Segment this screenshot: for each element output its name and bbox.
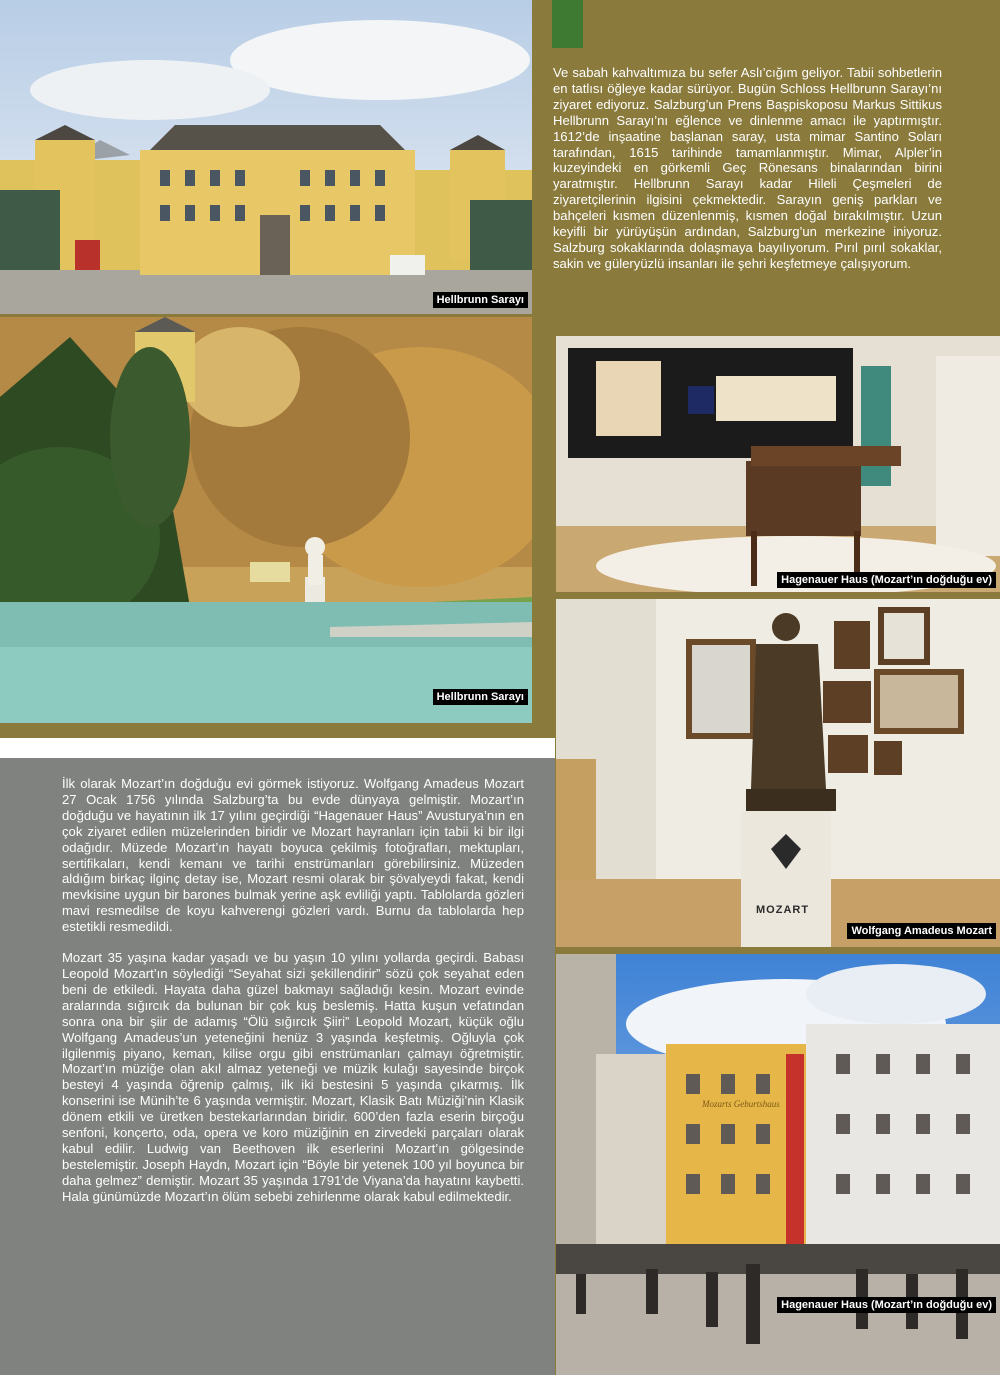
building-sign-text: Mozarts Geburtshaus xyxy=(702,1099,780,1109)
museum-interior-photo xyxy=(556,336,1000,592)
intro-paragraph xyxy=(553,65,942,287)
hagenauer-caption-1: Hagenauer Haus (Mozart’ın doğduğu ev) xyxy=(777,572,996,588)
hellbrunn-caption-2: Hellbrunn Sarayı xyxy=(433,689,528,705)
mozart-statue-caption: Wolfgang Amadeus Mozart xyxy=(847,923,996,939)
main-paragraph-2: Mozart 35 yaşına kadar yaşadı ve bu yaşın 10 yılını yollarda geçirdi. Babası Leopold Mozart’ın söylediği “Seyahat sizi şekillendirir” sözü çok seyahat eden beni de etkiledi. Hayata daha güzel bakmayı sağladığı kesin. Mozart evinde aralarında sığırcık da bulunan bir çok kuş beslemiş. Hatta kuşun vefatından sonra ona bir şiir de adamış “Ölü sığırcık Şiiri” Leopold Mozart, küçük oğlu Wolfgang Amadeus’un yeteneğini henüz 3 yaşında keşfetmiş. Oğluyla çok ilgilenmiş piyano, keman, kilise orgu gibi enstrümanları çalmayı öğretmiştir. Mozart’ın müziğe olan akıl almaz yeteneği ve müzik kulağı sayesinde birçok besteyi 4 yaşında öğrenip çalmış, ilk iki bestesini 5 yaşında çıkarmış. İlk konserini ise Münih’te 6 yaşında vermiştir. Mozart, Klasik Batı Müziği’nin Klasik dönem etkili ve üretken bestekarlarından biridir. 600’den fazla eserin birçoğu senfoni, konçerto, oda, opera ve koro müziğinin en zirvedeki parçaları olarak kabul edilir. Ludwig van Beethoven ilk eserlerini Mozart’ın gölgesinde bestelemiştir. Joseph Haydn, Mozart için “Böyle bir yetenek 100 yıl boyunca bir daha gelmez” demiştir. Mozart 35 yaşında 1791’de Viyana’da hayatını kaybetti. Hala günümüzde Mozart’ın ölüm sebebi zehirlenme olarak kabul edilmektedir. xyxy=(62,950,524,1204)
mozart-statue-photo xyxy=(556,599,1000,947)
hellbrunn-garden-photo xyxy=(0,317,532,723)
main-text-column xyxy=(62,776,524,1220)
hellbrunn-caption-1: Hellbrunn Sarayı xyxy=(433,292,528,308)
green-accent-block xyxy=(552,0,583,48)
statue-plaque-text: MOZART xyxy=(756,904,810,916)
hagenauer-street-photo xyxy=(556,954,1000,1375)
main-paragraph-1: İlk olarak Mozart’ın doğduğu evi görmek istiyoruz. Wolfgang Amadeus Mozart 27 Ocak 1756 yılında Salzburg’ta bu evde dünyaya gelmiştir. Mozart’ın doğduğu ve hayatının ilk 17 yılını geçirdiği “Hagenauer Haus” Avusturya’nın en çok ziyaret edilen müzelerinden biridir ve Mozart hayranları için tabii ki bir ilgi odağıdır. Müzede Mozart’ın hayatı boyuca çekilmiş fotoğrafları, mektupları, sertifikaları, kendi kemanı ve tarihi enstrümanları görebilirsiniz. Müzeden aldığım birkaç ilginç detay ise, Mozart resmi olarak bir şövalyeydi fakat, kendi mevkisine uygun bir barones bulmak yerine aşk evliliği yaptı. Tablolarda gözleri mavi resmedilse de koyu kahverengi gözleri vardı. Burnu da tablolarda hep estetikli resmedildi. xyxy=(62,776,524,935)
hellbrunn-palace-photo xyxy=(0,0,532,314)
white-separator-band xyxy=(0,738,555,758)
hagenauer-caption-2: Hagenauer Haus (Mozart’ın doğduğu ev) xyxy=(777,1297,996,1313)
intro-text: Ve sabah kahvaltımıza bu sefer Aslı’cığım geliyor. Tabii sohbetlerin en tatlısı öğleye kadar sürüyor. Bugün Schloss Hellbrunn Sarayı’nı ziyaret ediyoruz. Salzburg’un Prens Başpiskoposu Markus Sittikus Hellbrunn Sarayı’nı eğlence ve dinlenme amacı ile yaptırmıştır. 1612’de inşaatine başlanan saray, usta mimar Santino Soları tarafından, 1615 tarihinde tamamlanmıştır. Mimar, Alpler’in kuzeyindeki en görkemli Geç Rönesans binalarından birini yaratmıştır. Hellbrunn Sarayı kadar Hileli Çeşmeleri de ziyaretçilerinin ilgisini çekmektedir. Sarayın geniş parkları ve bahçeleri kısmen düzenlenmiş, kısmen doğal bırakılmıştır. Uzun keyifli bir yürüyüşün ardından, Salzburg’un merkezine iniyoruz. Salzburg sokaklarında dolaşmaya bayılıyorum. Pırıl pırıl sokaklar, sakin ve güleryüzlü insanları ile şehri keşfetmeye çalışıyorum. xyxy=(553,65,942,271)
